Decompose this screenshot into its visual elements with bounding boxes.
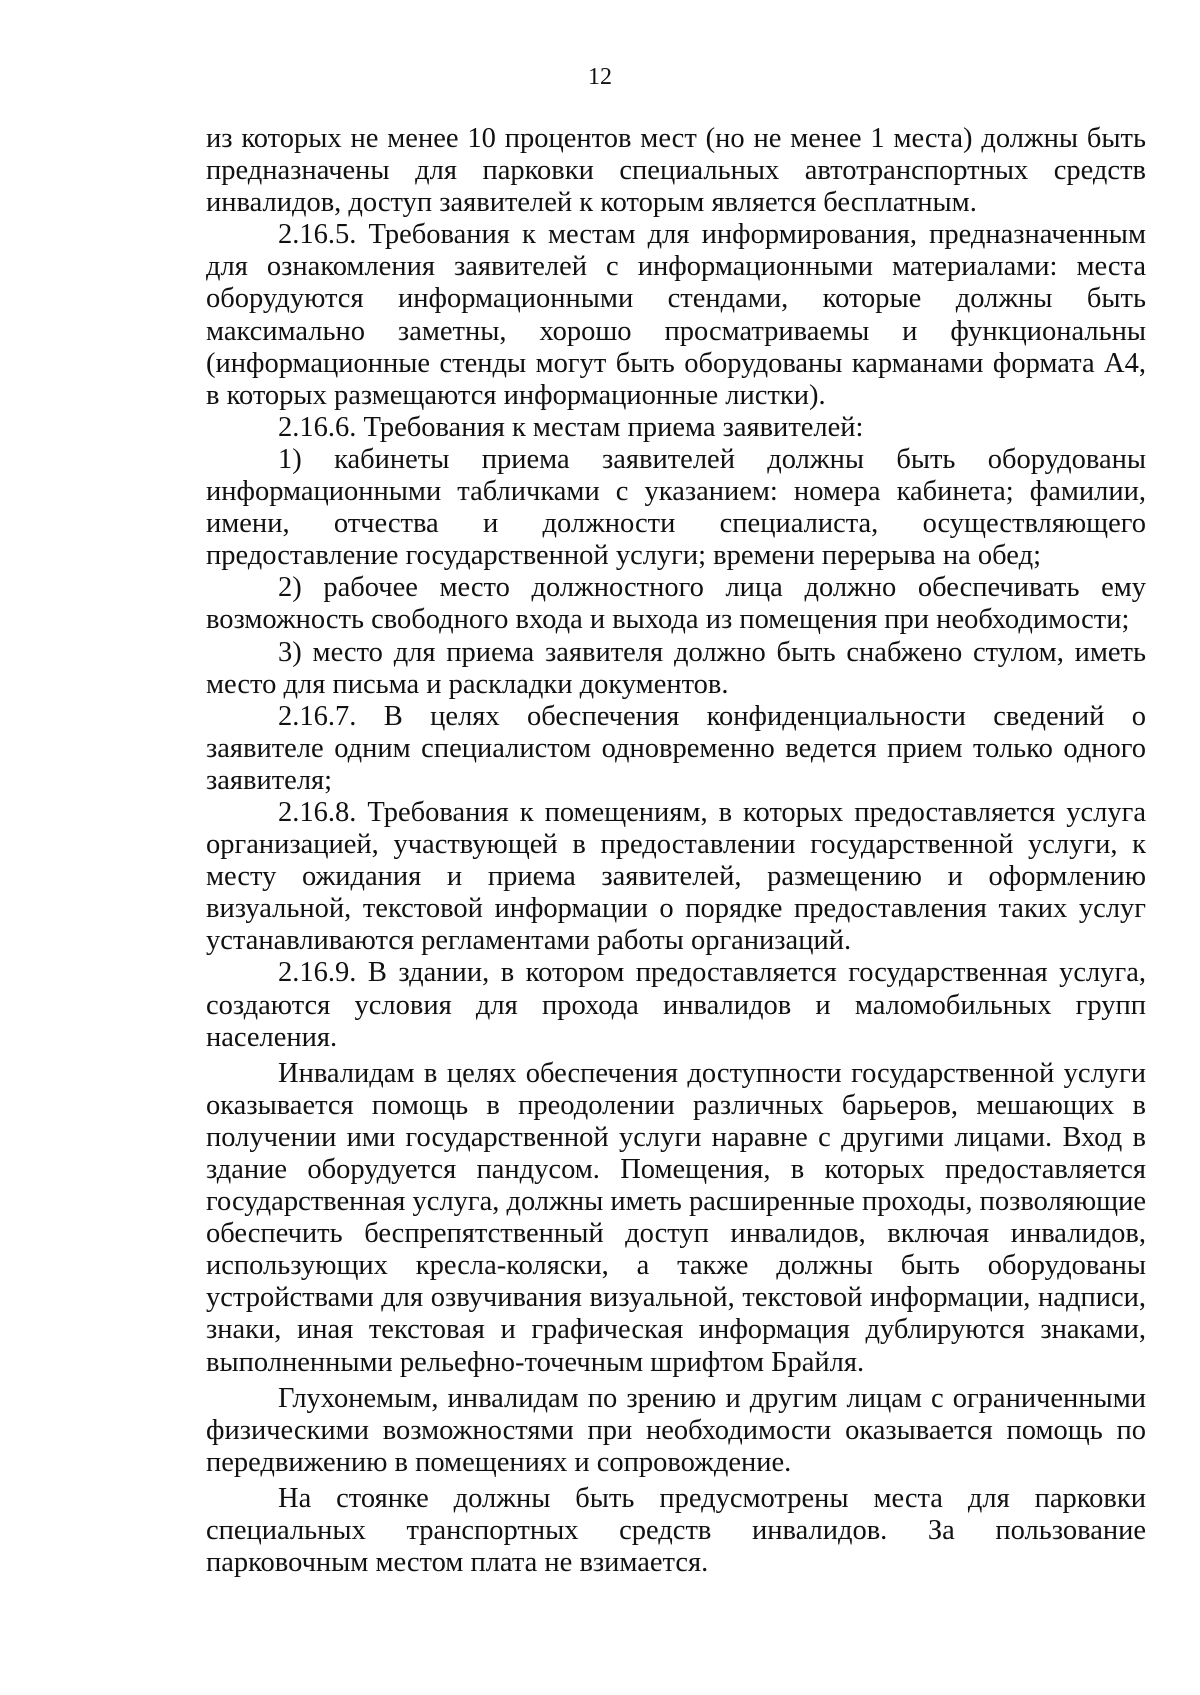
paragraph-disabled-access: Инвалидам в целях обеспечения доступности государственной услуги оказывается помощь в преодолении различных барьеров, мешающих в получении ими государственной услуги наравне с другими лицами. Вход в здание оборудуется пандусом. Помещения, в которых предоставляется государственная услуга, должны иметь расширенные проходы, позволяющие обеспечить беспрепятственный доступ инвалидов, включая инвалидов, использующих кресла-коляски, а также должны быть оборудованы устройствами для озвучивания визуальной, текстовой информации, надписи, знаки, иная текстовая и графическая информация дублируются знаками, выполненными рельефно-точечным шрифтом Брайля. bbox=[206, 1057, 1146, 1378]
paragraph-2-16-6: 2.16.6. Требования к местам приема заявителей: bbox=[278, 411, 864, 443]
paragraph-assistance: Глухонемым, инвалидам по зрению и другим лицам с ограниченными физическими возможностями при необходимости оказывается помощь по передвижению в помещениях и сопровождение. bbox=[206, 1382, 1146, 1478]
paragraph-parking: На стоянке должны быть предусмотрены места для парковки специальных транспортных средств инвалидов. За пользование парковочным местом плата не взимается. bbox=[206, 1482, 1146, 1579]
list-item-2: 2) рабочее место должностного лица должно обеспечивать ему возможность свободного входа и выхода из помещения при необходимости; bbox=[206, 572, 1146, 636]
paragraph-parking-continuation: из которых не менее 10 процентов мест (но не менее 1 места) должны быть предназначены для парковки специальных автотранспортных средств инвалидов, доступ заявителей к которым является бесплатным. bbox=[206, 123, 1146, 219]
paragraph-2-16-8: 2.16.8. Требования к помещениям, в которых предоставляется услуга организацией, участвующей в предоставлении государственной услуги, к месту ожидания и приема заявителей, размещению и оформлению визуальной, текстовой информации о порядке предоставления таких услуг устанавливаются регламентами работы организаций. bbox=[206, 796, 1146, 957]
paragraph-2-16-7: 2.16.7. В целях обеспечения конфиденциальности сведений о заявителе одним специалистом одновременно ведется прием только одного заявителя; bbox=[206, 700, 1146, 796]
list-item-3: 3) место для приема заявителя должно быть снабжено стулом, иметь место для письма и раскладки документов. bbox=[206, 636, 1146, 700]
list-item-1: 1) кабинеты приема заявителей должны быть оборудованы информационными табличками с указанием: номера кабинета; фамилии, имени, отчества и должности специалиста, осуществляющего предоставление государственной услуги; времени перерыва на обед; bbox=[206, 443, 1146, 572]
paragraph-2-16-5: 2.16.5. Требования к местам для информирования, предназначенным для ознакомления заявителей с информационными материалами: места оборудуются информационными стендами, которые должны быть максимально заметны, хорошо просматриваемы и функциональны (информационные стенды могут быть оборудованы карманами формата А4, в которых размещаются информационные листки). bbox=[206, 219, 1146, 411]
page-number: 12 bbox=[588, 64, 612, 90]
paragraph-2-16-9: 2.16.9. В здании, в котором предоставляется государственная услуга, создаются условия для прохода инвалидов и маломобильных групп населения. bbox=[206, 957, 1146, 1053]
document-body bbox=[206, 123, 1146, 1579]
